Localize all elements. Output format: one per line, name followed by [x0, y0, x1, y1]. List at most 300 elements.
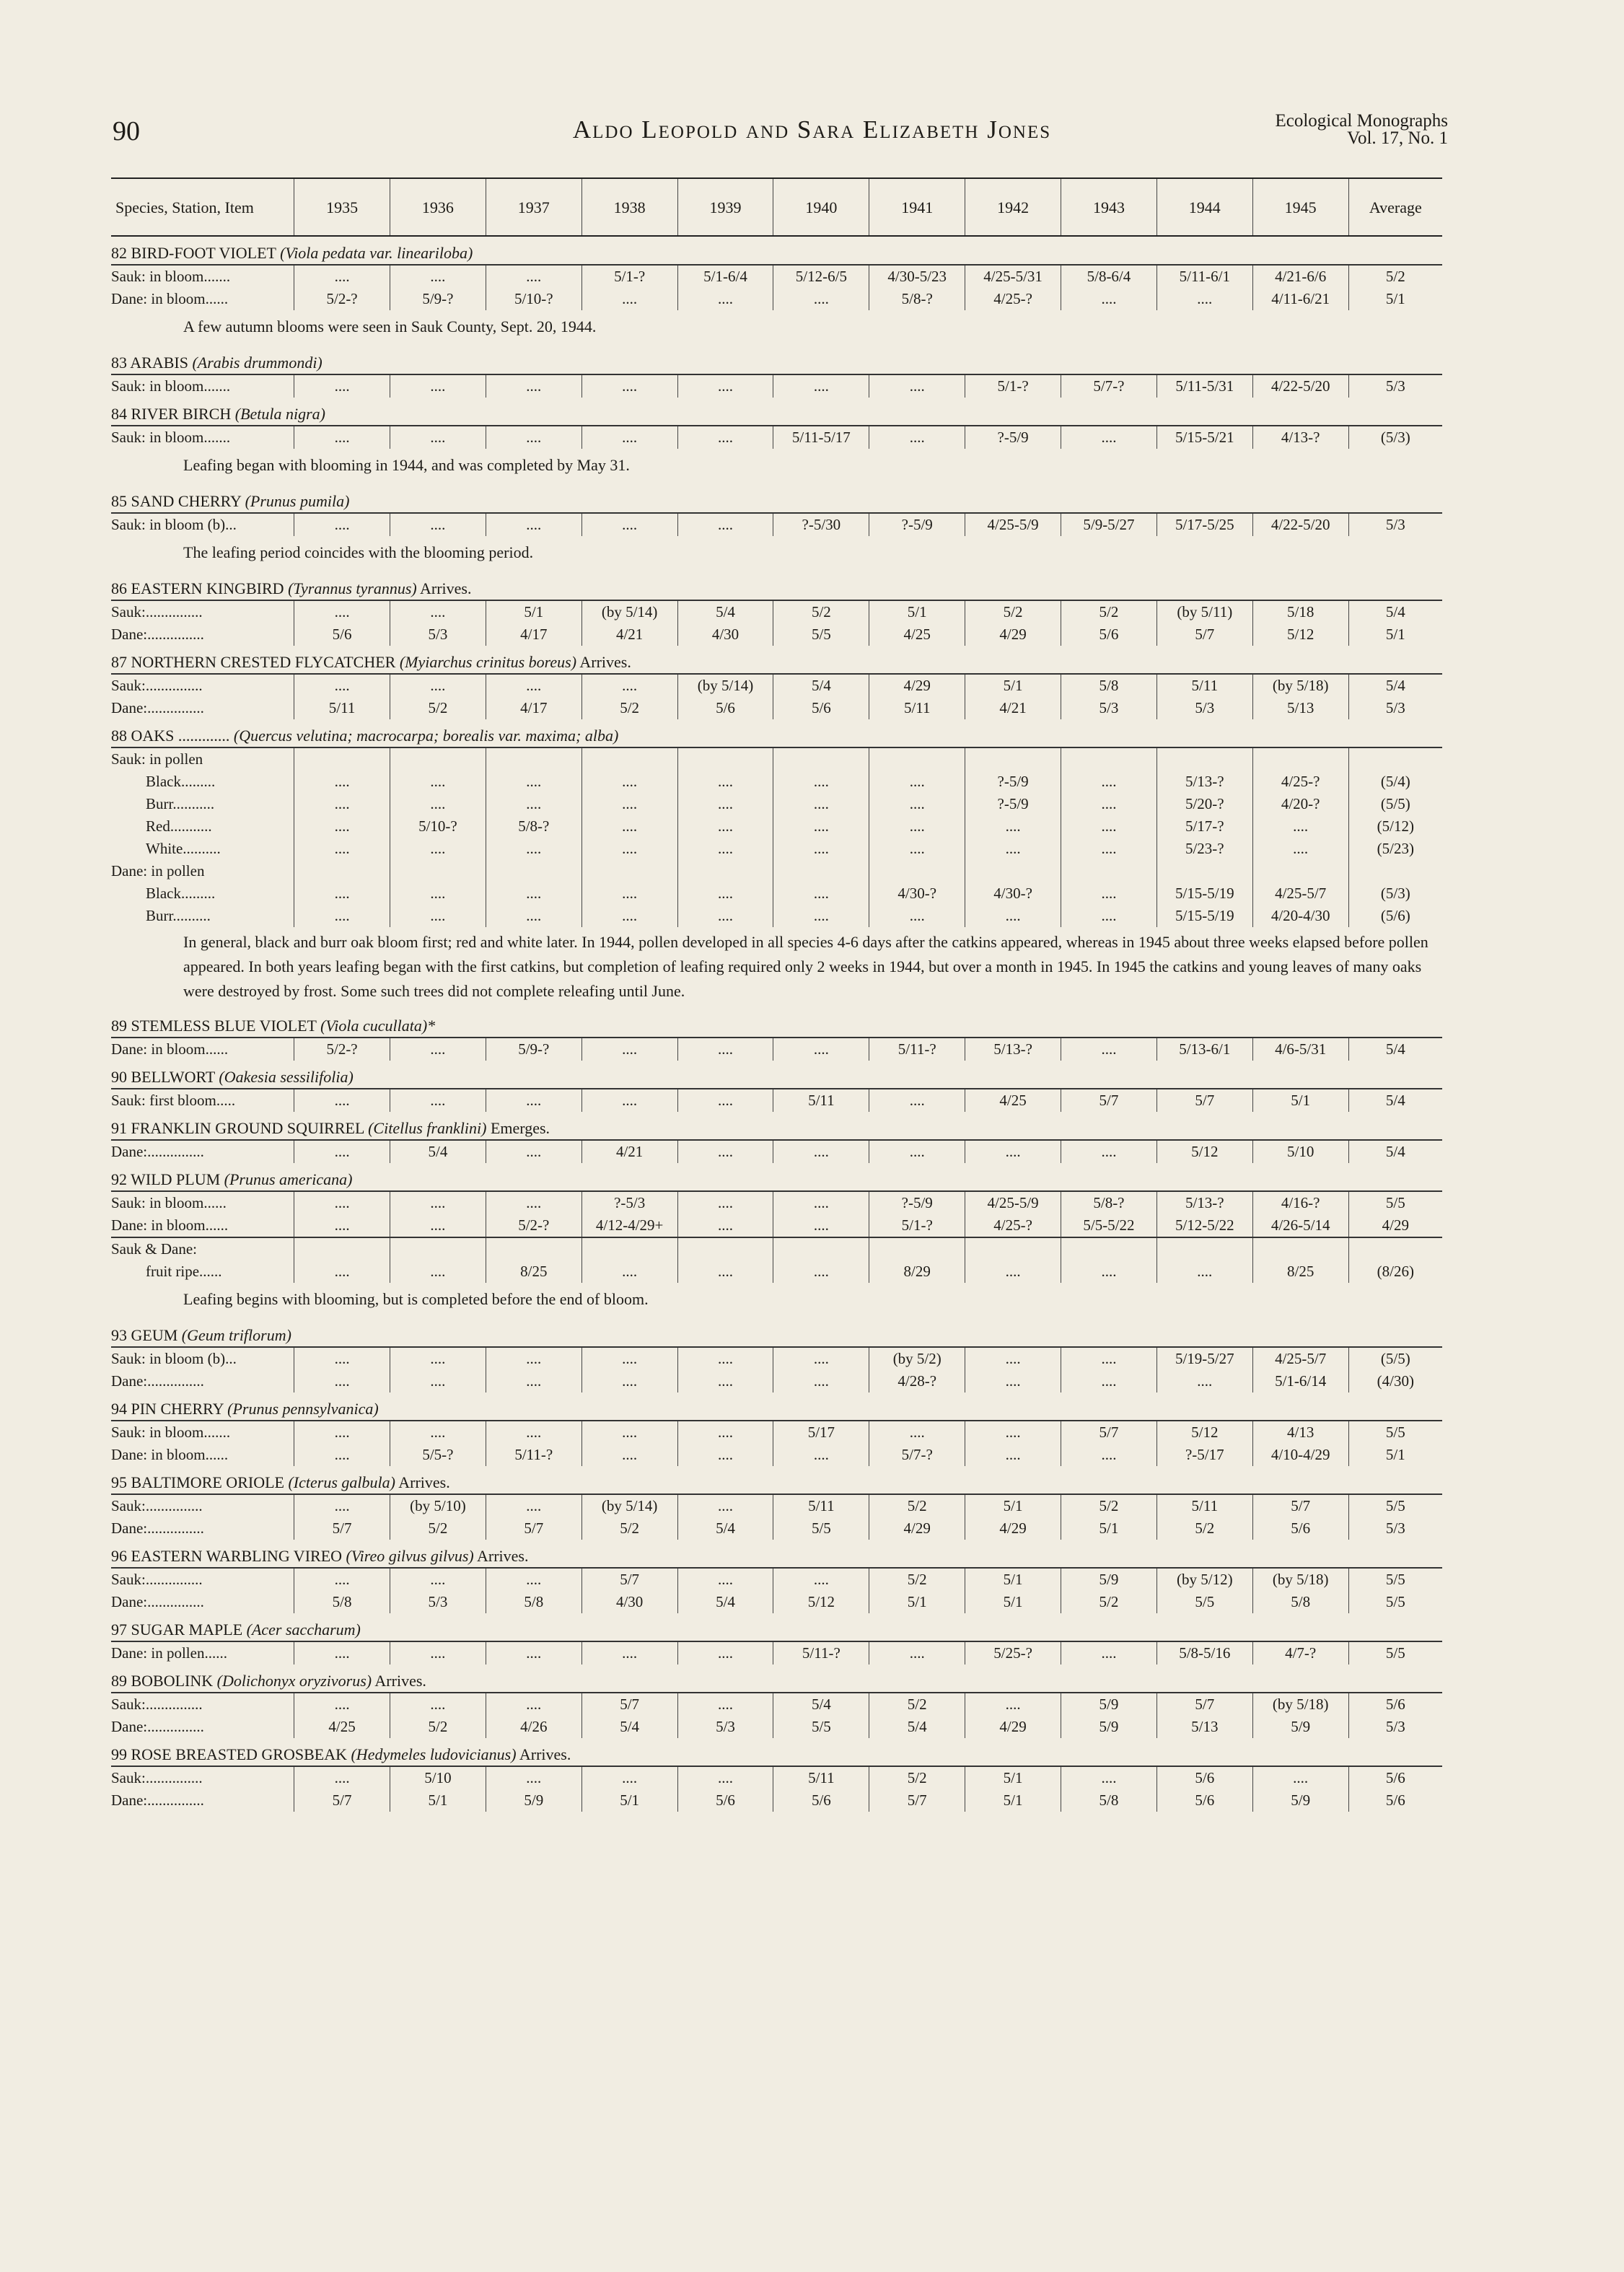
- table-cell: ....: [390, 771, 486, 793]
- table-cell: 5/4: [677, 600, 773, 623]
- column-header: 1937: [486, 178, 581, 236]
- table-row: [111, 1789, 1442, 1812]
- table-row: [111, 1370, 1442, 1392]
- table-cell: ....: [773, 1444, 869, 1466]
- table-cell: 5/12: [1156, 1421, 1252, 1444]
- table-cell: ....: [294, 771, 390, 793]
- table-cell: ....: [390, 265, 486, 288]
- table-cell: ....: [677, 1641, 773, 1664]
- table-cell: 5/10-?: [390, 815, 486, 838]
- species-name: BIRD-FOOT VIOLET: [131, 244, 276, 262]
- column-header: 1941: [869, 178, 965, 236]
- table-cell: ....: [869, 1140, 965, 1163]
- table-cell: ....: [581, 288, 677, 310]
- table-cell: (5/3): [1348, 426, 1442, 449]
- table-cell: 5/15-5/19: [1156, 882, 1252, 905]
- species-title-row: [111, 1009, 1442, 1038]
- species-name: GEUM: [131, 1326, 178, 1344]
- table-row: [111, 1641, 1442, 1664]
- table-cell: 5/8: [294, 1591, 390, 1613]
- table-cell: 5/9: [1252, 1789, 1348, 1812]
- table-cell: 4/25-?: [965, 1214, 1061, 1237]
- row-label: Sauk:...............: [111, 1568, 294, 1591]
- table-cell: ....: [390, 674, 486, 697]
- table-cell: ....: [1061, 1444, 1157, 1466]
- row-label: Sauk:...............: [111, 674, 294, 697]
- table-cell: 5/1: [1348, 288, 1442, 310]
- table-cell: ....: [294, 513, 390, 536]
- table-cell: ....: [677, 1191, 773, 1214]
- table-cell: 5/11-?: [773, 1641, 869, 1664]
- table-cell: 5/2: [1061, 1494, 1157, 1517]
- table-cell: 5/4: [581, 1716, 677, 1738]
- table-cell: 5/8-?: [869, 288, 965, 310]
- table-cell: [965, 860, 1061, 882]
- table-cell: ....: [486, 1421, 581, 1444]
- table-cell: [869, 860, 965, 882]
- row-label: Dane:...............: [111, 626, 204, 643]
- table-cell: 5/5: [1348, 1568, 1442, 1591]
- row-label: Dane: in pollen: [111, 862, 205, 880]
- table-cell: 5/6: [1348, 1693, 1442, 1716]
- note-row: [111, 310, 1442, 346]
- table-row: [111, 1089, 1442, 1112]
- scientific-name: (Betula nigra): [234, 405, 326, 423]
- table-cell: ....: [869, 838, 965, 860]
- table-cell: ....: [294, 1140, 390, 1163]
- table-cell: ....: [965, 1693, 1061, 1716]
- table-cell: ....: [390, 882, 486, 905]
- table-cell: ....: [581, 815, 677, 838]
- table-cell: 5/11: [773, 1766, 869, 1789]
- table-cell: 5/4: [677, 1591, 773, 1613]
- table-cell: ....: [677, 1214, 773, 1237]
- table-cell: 5/3: [390, 1591, 486, 1613]
- table-cell: ....: [390, 1421, 486, 1444]
- table-cell: 5/5: [1348, 1591, 1442, 1613]
- table-row: [111, 288, 1442, 310]
- row-label: Black.........: [146, 773, 216, 790]
- table-row: [111, 882, 1442, 905]
- table-cell: ....: [294, 426, 390, 449]
- table-cell: 5/7: [581, 1568, 677, 1591]
- table-cell: [1348, 1237, 1442, 1260]
- species-title-row: [111, 1613, 1442, 1641]
- species-number: 84: [111, 405, 127, 423]
- table-cell: ....: [1061, 882, 1157, 905]
- scientific-name: (Vireo gilvus gilvus): [346, 1547, 474, 1565]
- table-cell: 5/5: [1348, 1191, 1442, 1214]
- table-cell: ....: [581, 426, 677, 449]
- table-cell: 5/11: [869, 697, 965, 719]
- table-cell: ....: [390, 1370, 486, 1392]
- table-cell: ....: [390, 1347, 486, 1370]
- table-cell: ....: [773, 1214, 869, 1237]
- table-cell: ....: [677, 1693, 773, 1716]
- table-cell: 5/4: [1348, 674, 1442, 697]
- table-row: [111, 1140, 1442, 1163]
- table-cell: 4/21: [581, 1140, 677, 1163]
- table-cell: (by 5/14): [581, 600, 677, 623]
- column-header: 1939: [677, 178, 773, 236]
- event-type: Arrives.: [579, 653, 631, 671]
- table-cell: ....: [581, 1089, 677, 1112]
- table-cell: 5/6: [294, 623, 390, 646]
- row-label: Sauk:...............: [111, 600, 294, 623]
- table-cell: ....: [294, 1693, 390, 1716]
- table-cell: ....: [486, 674, 581, 697]
- table-cell: ....: [1061, 426, 1157, 449]
- table-cell: [1156, 747, 1252, 771]
- table-cell: 5/7: [1252, 1494, 1348, 1517]
- table-cell: 5/1-?: [581, 265, 677, 288]
- note-text: Leafing began with blooming in 1944, and was completed by May 31.: [183, 456, 630, 474]
- row-label: Dane: in bloom......: [111, 1038, 294, 1061]
- table-cell: ....: [1061, 1370, 1157, 1392]
- table-cell: ....: [390, 793, 486, 815]
- table-cell: ....: [773, 1347, 869, 1370]
- scientific-name: (Viola cucullata)*: [320, 1017, 436, 1035]
- table-cell: 5/11: [1156, 1494, 1252, 1517]
- row-label: Sauk: in bloom.......: [111, 374, 294, 398]
- table-row: [111, 1494, 1442, 1517]
- table-row: [111, 426, 1442, 449]
- table-cell: ....: [486, 882, 581, 905]
- table-cell: ....: [486, 374, 581, 398]
- table-cell: [390, 1237, 486, 1260]
- table-cell: ....: [869, 1641, 965, 1664]
- table-cell: [1061, 1237, 1157, 1260]
- table-cell: 5/6: [773, 697, 869, 719]
- table-cell: ....: [773, 1191, 869, 1214]
- row-label: Dane: in bloom......: [111, 1216, 229, 1234]
- table-cell: 5/2-?: [294, 1038, 390, 1061]
- table-cell: ....: [390, 1641, 486, 1664]
- table-cell: ....: [1252, 815, 1348, 838]
- table-cell: [965, 1237, 1061, 1260]
- table-cell: 5/1: [1061, 1517, 1157, 1540]
- table-cell: 5/12-5/22: [1156, 1214, 1252, 1237]
- table-cell: ....: [390, 838, 486, 860]
- scientific-name: (Dolichonyx oryzivorus): [216, 1672, 372, 1690]
- table-cell: ....: [677, 882, 773, 905]
- table-cell: ....: [294, 815, 390, 838]
- row-label: Dane:...............: [111, 1791, 204, 1809]
- scientific-name: (Quercus velutina; macrocarpa; borealis var. maxima; alba): [233, 727, 619, 745]
- table-cell: ....: [677, 1089, 773, 1112]
- table-cell: ....: [390, 905, 486, 927]
- row-label: Dane:...............: [111, 1372, 204, 1390]
- table-cell: 5/1: [390, 1789, 486, 1812]
- table-cell: 5/7: [486, 1517, 581, 1540]
- table-cell: 4/25-5/31: [965, 265, 1061, 288]
- table-cell: 5/6: [677, 1789, 773, 1812]
- species-number: 86: [111, 579, 127, 597]
- table-cell: [581, 1237, 677, 1260]
- table-cell: ....: [869, 1421, 965, 1444]
- table-cell: ....: [965, 1347, 1061, 1370]
- table-cell: ....: [581, 674, 677, 697]
- table-cell: 5/10: [1252, 1140, 1348, 1163]
- table-cell: ?-5/9: [965, 793, 1061, 815]
- journal-volume: Vol. 17, No. 1: [1347, 128, 1448, 148]
- table-cell: 4/29: [965, 1517, 1061, 1540]
- table-cell: 5/11-5/31: [1156, 374, 1252, 398]
- table-cell: 5/7-?: [869, 1444, 965, 1466]
- table-cell: 5/2-?: [294, 288, 390, 310]
- column-header: 1945: [1252, 178, 1348, 236]
- species-title-row: [111, 485, 1442, 513]
- species-name: EASTERN WARBLING VIREO: [131, 1547, 343, 1565]
- scientific-name: (Geum triflorum): [181, 1326, 291, 1344]
- table-cell: 5/4: [773, 1693, 869, 1716]
- species-title-row: [111, 1163, 1442, 1191]
- table-cell: ....: [294, 1214, 390, 1237]
- species-name: RIVER BIRCH: [131, 405, 232, 423]
- table-cell: 5/5: [1156, 1591, 1252, 1613]
- table-cell: ....: [869, 905, 965, 927]
- species-number: 91: [111, 1119, 127, 1137]
- table-row: [111, 623, 1442, 646]
- species-number: 87: [111, 653, 127, 671]
- table-cell: 4/29: [1348, 1214, 1442, 1237]
- species-title-row: [111, 1392, 1442, 1421]
- table-cell: 5/8: [1252, 1591, 1348, 1613]
- table-cell: ....: [390, 1038, 486, 1061]
- table-cell: 5/7: [869, 1789, 965, 1812]
- table-row: [111, 1591, 1442, 1613]
- species-name: ROSE BREASTED GROSBEAK: [131, 1745, 347, 1763]
- table-cell: 5/17-?: [1156, 815, 1252, 838]
- table-cell: 5/5: [773, 623, 869, 646]
- table-row: [111, 771, 1442, 793]
- table-cell: 5/9-5/27: [1061, 513, 1157, 536]
- table-cell: ....: [581, 905, 677, 927]
- journal-name: Ecological Monographs: [1275, 111, 1448, 131]
- table-cell: ....: [677, 1444, 773, 1466]
- table-cell: ....: [581, 1370, 677, 1392]
- table-cell: [390, 747, 486, 771]
- table-cell: ....: [677, 1568, 773, 1591]
- table-cell: 5/6: [1156, 1789, 1252, 1812]
- table-cell: 5/1: [965, 1568, 1061, 1591]
- table-cell: ....: [1156, 1260, 1252, 1283]
- table-cell: [1348, 747, 1442, 771]
- table-cell: 5/7: [581, 1693, 677, 1716]
- table-cell: 5/6: [773, 1789, 869, 1812]
- table-cell: 5/6: [1348, 1766, 1442, 1789]
- table-cell: ....: [773, 1568, 869, 1591]
- species-title-row: [111, 1319, 1442, 1347]
- table-cell: 5/2: [1061, 1591, 1157, 1613]
- table-cell: ....: [869, 815, 965, 838]
- table-cell: 4/13: [1252, 1421, 1348, 1444]
- table-cell: (5/5): [1348, 793, 1442, 815]
- table-cell: ....: [294, 1089, 390, 1112]
- table-cell: 5/18: [1252, 600, 1348, 623]
- note-text: A few autumn blooms were seen in Sauk County, Sept. 20, 1944.: [183, 317, 597, 335]
- table-cell: 5/10-?: [486, 288, 581, 310]
- table-cell: 5/5: [1348, 1641, 1442, 1664]
- table-cell: ....: [677, 1140, 773, 1163]
- table-cell: [581, 747, 677, 771]
- row-label: Sauk: in bloom (b)...: [111, 513, 294, 536]
- table-row: [111, 815, 1442, 838]
- table-cell: 5/1: [869, 600, 965, 623]
- table-cell: 5/9: [486, 1789, 581, 1812]
- row-label: Dane:...............: [111, 1140, 294, 1163]
- row-label: Dane:...............: [111, 699, 204, 716]
- table-cell: 5/1: [486, 600, 581, 623]
- table-cell: ....: [965, 1260, 1061, 1283]
- table-cell: ....: [965, 1370, 1061, 1392]
- scientific-name: (Citellus franklini): [368, 1119, 487, 1137]
- column-header: 1940: [773, 178, 869, 236]
- table-cell: 5/19-5/27: [1156, 1347, 1252, 1370]
- event-type: Arrives.: [398, 1473, 450, 1491]
- table-row: [111, 697, 1442, 719]
- scientific-name: (Tyrannus tyrannus): [288, 579, 417, 597]
- species-title-row: [111, 1112, 1442, 1140]
- row-label: Dane: in pollen......: [111, 1641, 294, 1664]
- row-label: Dane: in bloom......: [111, 1446, 229, 1463]
- table-cell: [486, 860, 581, 882]
- table-cell: 4/25-5/7: [1252, 1347, 1348, 1370]
- table-cell: 5/3: [1348, 1517, 1442, 1540]
- table-row: [111, 1766, 1442, 1789]
- species-name: BELLWORT: [131, 1068, 215, 1086]
- table-row: [111, 1716, 1442, 1738]
- table-cell: 5/11: [294, 697, 390, 719]
- table-cell: [1061, 747, 1157, 771]
- table-row: [111, 1347, 1442, 1370]
- table-cell: 5/7: [294, 1789, 390, 1812]
- table-cell: [677, 747, 773, 771]
- species-title-row: [111, 719, 1442, 747]
- table-cell: 5/3: [1156, 697, 1252, 719]
- table-cell: ....: [1061, 1260, 1157, 1283]
- species-number: 96: [111, 1547, 127, 1565]
- column-header: 1935: [294, 178, 390, 236]
- table-cell: 4/29: [965, 1716, 1061, 1738]
- table-cell: 5/6: [1156, 1766, 1252, 1789]
- table-cell: ....: [677, 1421, 773, 1444]
- species-number: 92: [111, 1170, 127, 1188]
- table-cell: ?-5/9: [869, 513, 965, 536]
- row-label: Dane:...............: [111, 1519, 204, 1537]
- table-cell: (5/23): [1348, 838, 1442, 860]
- table-cell: ....: [677, 838, 773, 860]
- table-cell: ....: [773, 1038, 869, 1061]
- table-cell: ....: [390, 1693, 486, 1716]
- table-cell: ....: [390, 1089, 486, 1112]
- table-cell: 5/1-?: [869, 1214, 965, 1237]
- table-cell: 5/2: [869, 1766, 965, 1789]
- table-cell: 5/2: [869, 1494, 965, 1517]
- table-cell: 4/30-?: [869, 882, 965, 905]
- note-row: [111, 927, 1442, 1009]
- row-label: Dane:...............: [111, 1593, 204, 1610]
- table-cell: ....: [1156, 288, 1252, 310]
- table-cell: 4/29: [965, 623, 1061, 646]
- table-cell: ....: [1061, 771, 1157, 793]
- table-cell: 5/3: [390, 623, 486, 646]
- table-row: [111, 838, 1442, 860]
- table-cell: ....: [1061, 288, 1157, 310]
- table-cell: 4/26-5/14: [1252, 1214, 1348, 1237]
- journal-citation: [1275, 113, 1448, 147]
- table-cell: 5/1: [965, 1766, 1061, 1789]
- table-cell: ....: [486, 1140, 581, 1163]
- table-cell: ....: [486, 265, 581, 288]
- table-cell: 5/1-6/4: [677, 265, 773, 288]
- table-cell: 5/6: [677, 697, 773, 719]
- table-cell: 4/20-?: [1252, 793, 1348, 815]
- species-number: 99: [111, 1745, 127, 1763]
- table-cell: 8/25: [1252, 1260, 1348, 1283]
- table-cell: 5/12: [1252, 623, 1348, 646]
- table-cell: ....: [1061, 1038, 1157, 1061]
- species-name: NORTHERN CRESTED FLYCATCHER: [131, 653, 396, 671]
- table-cell: ....: [581, 838, 677, 860]
- table-cell: 5/11: [773, 1089, 869, 1112]
- table-row: [111, 265, 1442, 288]
- table-cell: 5/6: [1348, 1789, 1442, 1812]
- table-cell: 5/6: [1252, 1517, 1348, 1540]
- table-cell: 5/17-5/25: [1156, 513, 1252, 536]
- row-label: Red...........: [146, 817, 212, 835]
- table-cell: 5/2-?: [486, 1214, 581, 1237]
- column-header: 1943: [1061, 178, 1157, 236]
- table-cell: 5/23-?: [1156, 838, 1252, 860]
- table-cell: 5/2: [390, 1517, 486, 1540]
- table-cell: [486, 1237, 581, 1260]
- species-name: FRANKLIN GROUND SQUIRREL: [131, 1119, 364, 1137]
- table-cell: ....: [390, 513, 486, 536]
- table-body: [111, 236, 1442, 1812]
- event-type: Arrives.: [374, 1672, 426, 1690]
- table-cell: 4/21: [581, 623, 677, 646]
- table-cell: ....: [1061, 905, 1157, 927]
- table-cell: ....: [869, 771, 965, 793]
- table-cell: ....: [486, 513, 581, 536]
- table-cell: 5/11-5/17: [773, 426, 869, 449]
- note-row: [111, 536, 1442, 572]
- table-cell: 5/1: [1252, 1089, 1348, 1112]
- table-cell: [677, 860, 773, 882]
- table-cell: ....: [677, 771, 773, 793]
- column-header: Average: [1348, 178, 1442, 236]
- species-number: 89: [111, 1672, 127, 1690]
- table-cell: [869, 747, 965, 771]
- table-cell: ....: [294, 674, 390, 697]
- note-text: Leafing begins with blooming, but is completed before the end of bloom.: [183, 1290, 649, 1308]
- table-cell: ....: [1061, 1347, 1157, 1370]
- species-number: 97: [111, 1620, 127, 1639]
- table-cell: ....: [581, 1347, 677, 1370]
- species-number: 83: [111, 354, 127, 372]
- column-header-label: Species, Station, Item: [111, 178, 294, 236]
- table-cell: ....: [581, 513, 677, 536]
- table-cell: 5/1: [581, 1789, 677, 1812]
- table-cell: ....: [294, 1260, 390, 1283]
- table-cell: 5/4: [773, 674, 869, 697]
- table-cell: 5/2: [1061, 600, 1157, 623]
- species-title-row: [111, 572, 1442, 600]
- table-cell: ....: [486, 1641, 581, 1664]
- table-cell: 5/6: [1061, 623, 1157, 646]
- table-cell: ....: [486, 1494, 581, 1517]
